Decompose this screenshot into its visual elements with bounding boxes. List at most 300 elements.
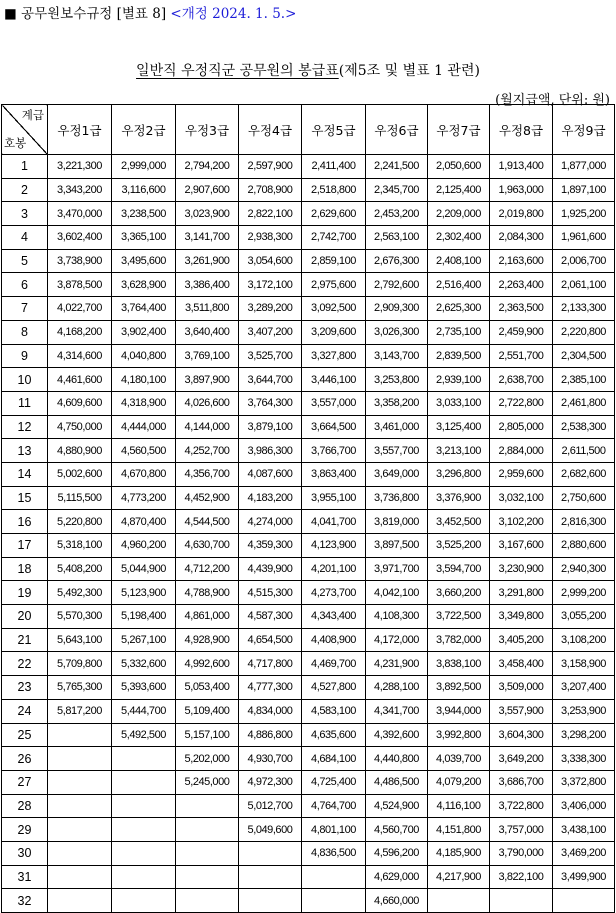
salary-table	[1, 104, 615, 913]
salary-cell: 3,406,000	[553, 794, 615, 818]
salary-cell	[302, 889, 366, 913]
salary-cell	[48, 770, 112, 794]
salary-cell: 3,032,100	[490, 486, 553, 510]
salary-cell: 5,393,600	[112, 676, 176, 700]
salary-cell: 2,133,300	[553, 297, 615, 321]
salary-cell: 4,087,600	[239, 462, 302, 486]
table-row	[2, 605, 615, 629]
salary-cell: 2,050,600	[428, 155, 490, 179]
salary-cell: 4,712,200	[176, 557, 239, 581]
table-row	[2, 462, 615, 486]
salary-cell: 3,289,200	[239, 297, 302, 321]
salary-cell: 2,708,900	[239, 178, 302, 202]
salary-cell	[48, 865, 112, 889]
salary-cell: 3,511,800	[176, 297, 239, 321]
salary-cell: 3,594,700	[428, 557, 490, 581]
salary-cell: 3,557,700	[366, 439, 428, 463]
table-row	[2, 391, 615, 415]
table-body	[2, 155, 615, 913]
salary-cell	[428, 889, 490, 913]
salary-cell: 5,492,300	[48, 581, 112, 605]
salary-cell: 4,660,000	[366, 889, 428, 913]
salary-cell: 2,516,400	[428, 273, 490, 297]
salary-cell: 2,909,300	[366, 297, 428, 321]
salary-cell: 3,349,800	[490, 605, 553, 629]
column-header: 우정1급	[48, 105, 112, 155]
salary-cell: 3,664,500	[302, 415, 366, 439]
salary-cell: 5,709,800	[48, 652, 112, 676]
salary-cell	[176, 889, 239, 913]
salary-cell: 2,125,400	[428, 178, 490, 202]
salary-cell: 3,686,700	[490, 770, 553, 794]
document-header	[4, 2, 296, 22]
salary-cell: 4,750,000	[48, 415, 112, 439]
salary-cell: 4,439,900	[239, 557, 302, 581]
salary-cell: 2,304,500	[553, 344, 615, 368]
salary-cell: 3,298,200	[553, 723, 615, 747]
salary-cell: 2,220,800	[553, 320, 615, 344]
salary-cell	[112, 747, 176, 771]
salary-cell: 5,220,800	[48, 510, 112, 534]
salary-cell: 2,794,200	[176, 155, 239, 179]
regulation-ref: ■ 공무원보수규정 [별표 8]	[4, 6, 171, 22]
step-cell: 24	[2, 699, 48, 723]
salary-cell: 3,261,900	[176, 249, 239, 273]
salary-cell: 2,551,700	[490, 344, 553, 368]
salary-cell: 3,253,800	[366, 368, 428, 392]
salary-cell: 4,654,500	[239, 628, 302, 652]
salary-cell: 3,108,200	[553, 628, 615, 652]
table-row	[2, 178, 615, 202]
salary-cell: 3,897,500	[366, 534, 428, 558]
salary-cell	[112, 865, 176, 889]
table-row	[2, 320, 615, 344]
salary-cell: 4,041,700	[302, 510, 366, 534]
salary-cell: 2,629,600	[302, 202, 366, 226]
column-header: 우정7급	[428, 105, 490, 155]
salary-cell: 5,570,300	[48, 605, 112, 629]
step-cell: 8	[2, 320, 48, 344]
step-cell: 30	[2, 841, 48, 865]
salary-cell: 3,343,200	[48, 178, 112, 202]
table-row	[2, 226, 615, 250]
salary-cell: 4,288,100	[366, 676, 428, 700]
salary-cell: 1,961,600	[553, 226, 615, 250]
salary-cell: 4,314,600	[48, 344, 112, 368]
step-cell: 15	[2, 486, 48, 510]
salary-cell: 4,151,800	[428, 818, 490, 842]
salary-cell	[176, 865, 239, 889]
salary-cell: 4,461,600	[48, 368, 112, 392]
page-title-suffix: (제5조 및 별표 1 관련)	[338, 63, 480, 79]
salary-cell: 4,039,700	[428, 747, 490, 771]
step-cell: 22	[2, 652, 48, 676]
salary-cell: 3,722,800	[490, 794, 553, 818]
salary-cell	[48, 723, 112, 747]
step-cell: 29	[2, 818, 48, 842]
salary-cell: 4,273,700	[302, 581, 366, 605]
salary-cell: 4,972,300	[239, 770, 302, 794]
salary-cell: 5,109,400	[176, 699, 239, 723]
salary-cell: 4,609,600	[48, 391, 112, 415]
salary-cell: 2,019,800	[490, 202, 553, 226]
step-cell: 10	[2, 368, 48, 392]
salary-cell: 3,557,000	[302, 391, 366, 415]
table-row	[2, 415, 615, 439]
salary-cell: 3,372,800	[553, 770, 615, 794]
salary-cell: 2,006,700	[553, 249, 615, 273]
salary-cell	[239, 889, 302, 913]
table-row	[2, 510, 615, 534]
salary-cell: 3,358,200	[366, 391, 428, 415]
salary-cell: 4,392,600	[366, 723, 428, 747]
salary-cell: 3,640,400	[176, 320, 239, 344]
step-cell: 1	[2, 155, 48, 179]
salary-cell: 4,185,900	[428, 841, 490, 865]
salary-cell: 2,839,500	[428, 344, 490, 368]
salary-cell: 5,267,100	[112, 628, 176, 652]
salary-cell: 2,363,500	[490, 297, 553, 321]
step-cell: 32	[2, 889, 48, 913]
table-row	[2, 628, 615, 652]
salary-cell: 3,782,000	[428, 628, 490, 652]
salary-cell: 4,252,700	[176, 439, 239, 463]
salary-cell: 3,327,800	[302, 344, 366, 368]
salary-cell: 2,241,500	[366, 155, 428, 179]
salary-cell: 2,408,100	[428, 249, 490, 273]
salary-cell: 3,167,600	[490, 534, 553, 558]
salary-cell: 4,168,200	[48, 320, 112, 344]
salary-cell: 3,955,100	[302, 486, 366, 510]
step-cell: 25	[2, 723, 48, 747]
salary-cell: 4,764,700	[302, 794, 366, 818]
salary-cell: 3,557,900	[490, 699, 553, 723]
salary-cell: 1,877,000	[553, 155, 615, 179]
salary-cell: 4,880,900	[48, 439, 112, 463]
salary-cell: 4,040,800	[112, 344, 176, 368]
salary-cell: 4,930,700	[239, 747, 302, 771]
salary-cell: 3,628,900	[112, 273, 176, 297]
salary-cell: 2,411,400	[302, 155, 366, 179]
salary-cell: 2,722,800	[490, 391, 553, 415]
salary-cell: 4,123,900	[302, 534, 366, 558]
salary-cell: 5,123,900	[112, 581, 176, 605]
unit-note: (월지급액, 단위: 원)	[495, 93, 610, 108]
step-cell: 9	[2, 344, 48, 368]
salary-cell: 2,735,100	[428, 320, 490, 344]
table-row	[2, 202, 615, 226]
salary-cell: 5,157,100	[176, 723, 239, 747]
salary-cell: 4,870,400	[112, 510, 176, 534]
salary-cell	[176, 841, 239, 865]
salary-cell: 2,822,100	[239, 202, 302, 226]
salary-cell: 2,345,700	[366, 178, 428, 202]
salary-cell: 3,644,700	[239, 368, 302, 392]
salary-cell: 2,611,500	[553, 439, 615, 463]
salary-cell: 4,960,200	[112, 534, 176, 558]
salary-cell: 3,660,200	[428, 581, 490, 605]
salary-cell: 3,023,900	[176, 202, 239, 226]
step-cell: 23	[2, 676, 48, 700]
salary-cell: 3,365,100	[112, 226, 176, 250]
amendment-link[interactable]: <개정 2024. 1. 5.>	[170, 6, 297, 22]
step-cell: 18	[2, 557, 48, 581]
salary-cell: 2,453,200	[366, 202, 428, 226]
salary-cell: 3,944,000	[428, 699, 490, 723]
salary-cell: 3,405,200	[490, 628, 553, 652]
salary-cell: 4,180,100	[112, 368, 176, 392]
table-row	[2, 676, 615, 700]
salary-cell: 3,376,900	[428, 486, 490, 510]
salary-cell: 3,902,400	[112, 320, 176, 344]
salary-cell: 3,238,500	[112, 202, 176, 226]
salary-cell: 5,053,400	[176, 676, 239, 700]
salary-cell: 4,544,500	[176, 510, 239, 534]
salary-cell: 2,084,300	[490, 226, 553, 250]
table-row	[2, 747, 615, 771]
salary-cell: 3,892,500	[428, 676, 490, 700]
salary-cell: 4,773,200	[112, 486, 176, 510]
salary-cell: 1,963,000	[490, 178, 553, 202]
column-header: 우정9급	[553, 105, 615, 155]
salary-cell: 1,925,200	[553, 202, 615, 226]
salary-cell: 4,560,700	[366, 818, 428, 842]
salary-cell: 3,649,000	[366, 462, 428, 486]
step-cell: 27	[2, 770, 48, 794]
salary-cell: 4,801,100	[302, 818, 366, 842]
salary-cell: 3,338,300	[553, 747, 615, 771]
salary-cell: 4,274,000	[239, 510, 302, 534]
salary-cell: 4,452,900	[176, 486, 239, 510]
salary-cell: 3,143,700	[366, 344, 428, 368]
salary-cell: 4,318,900	[112, 391, 176, 415]
salary-cell: 2,816,300	[553, 510, 615, 534]
salary-cell	[302, 865, 366, 889]
salary-cell: 2,792,600	[366, 273, 428, 297]
salary-cell	[239, 841, 302, 865]
salary-cell: 2,459,900	[490, 320, 553, 344]
salary-cell: 3,209,600	[302, 320, 366, 344]
salary-cell: 2,959,600	[490, 462, 553, 486]
salary-cell: 3,230,900	[490, 557, 553, 581]
salary-cell	[48, 794, 112, 818]
salary-cell: 2,884,000	[490, 439, 553, 463]
salary-cell: 3,986,300	[239, 439, 302, 463]
step-cell: 7	[2, 297, 48, 321]
salary-cell: 4,928,900	[176, 628, 239, 652]
step-cell: 12	[2, 415, 48, 439]
salary-cell: 4,630,700	[176, 534, 239, 558]
salary-cell: 3,649,200	[490, 747, 553, 771]
salary-cell: 3,790,000	[490, 841, 553, 865]
table-row	[2, 297, 615, 321]
salary-cell: 5,492,500	[112, 723, 176, 747]
salary-cell: 4,861,000	[176, 605, 239, 629]
salary-cell: 5,115,500	[48, 486, 112, 510]
salary-cell: 4,079,200	[428, 770, 490, 794]
salary-cell: 2,302,400	[428, 226, 490, 250]
salary-cell: 2,750,600	[553, 486, 615, 510]
salary-cell: 5,408,200	[48, 557, 112, 581]
salary-cell: 3,764,300	[239, 391, 302, 415]
salary-cell: 3,092,500	[302, 297, 366, 321]
salary-cell: 4,515,300	[239, 581, 302, 605]
salary-cell: 5,002,600	[48, 462, 112, 486]
salary-cell: 4,587,300	[239, 605, 302, 629]
salary-cell: 3,971,700	[366, 557, 428, 581]
column-header: 우정3급	[176, 105, 239, 155]
salary-cell: 3,470,000	[48, 202, 112, 226]
salary-cell: 2,163,600	[490, 249, 553, 273]
step-cell: 31	[2, 865, 48, 889]
salary-cell: 2,907,600	[176, 178, 239, 202]
salary-cell: 3,172,100	[239, 273, 302, 297]
salary-cell: 3,863,400	[302, 462, 366, 486]
step-cell: 17	[2, 534, 48, 558]
salary-cell: 3,116,600	[112, 178, 176, 202]
salary-cell: 5,318,100	[48, 534, 112, 558]
salary-cell	[553, 889, 615, 913]
salary-cell: 3,253,900	[553, 699, 615, 723]
salary-cell: 3,102,200	[490, 510, 553, 534]
salary-cell: 4,172,000	[366, 628, 428, 652]
salary-cell: 1,897,100	[553, 178, 615, 202]
salary-cell: 3,469,200	[553, 841, 615, 865]
salary-cell: 2,682,600	[553, 462, 615, 486]
step-cell: 21	[2, 628, 48, 652]
salary-cell: 3,764,400	[112, 297, 176, 321]
salary-cell: 4,886,800	[239, 723, 302, 747]
salary-cell: 3,525,200	[428, 534, 490, 558]
salary-cell: 4,629,000	[366, 865, 428, 889]
salary-cell: 5,198,400	[112, 605, 176, 629]
salary-cell: 3,897,900	[176, 368, 239, 392]
table-row	[2, 439, 615, 463]
salary-cell: 2,385,100	[553, 368, 615, 392]
column-header: 우정2급	[112, 105, 176, 155]
salary-cell: 3,879,100	[239, 415, 302, 439]
table-row	[2, 557, 615, 581]
salary-cell: 5,643,100	[48, 628, 112, 652]
salary-cell: 2,563,100	[366, 226, 428, 250]
salary-cell: 2,461,800	[553, 391, 615, 415]
salary-cell: 2,975,600	[302, 273, 366, 297]
step-cell: 14	[2, 462, 48, 486]
corner-header	[2, 105, 48, 155]
table-row	[2, 794, 615, 818]
salary-cell: 4,042,100	[366, 581, 428, 605]
salary-cell: 3,766,700	[302, 439, 366, 463]
salary-cell: 3,757,000	[490, 818, 553, 842]
table-row	[2, 273, 615, 297]
step-cell: 6	[2, 273, 48, 297]
salary-cell: 3,509,000	[490, 676, 553, 700]
salary-cell: 4,527,800	[302, 676, 366, 700]
salary-cell: 4,684,100	[302, 747, 366, 771]
salary-cell: 3,838,100	[428, 652, 490, 676]
salary-cell: 3,296,800	[428, 462, 490, 486]
salary-cell: 2,999,200	[553, 581, 615, 605]
salary-cell: 5,765,300	[48, 676, 112, 700]
salary-cell: 4,201,100	[302, 557, 366, 581]
salary-cell: 4,183,200	[239, 486, 302, 510]
salary-cell: 5,049,600	[239, 818, 302, 842]
salary-cell: 5,202,000	[176, 747, 239, 771]
salary-cell: 4,834,000	[239, 699, 302, 723]
salary-cell: 2,999,000	[112, 155, 176, 179]
page-title-main: 일반직 우정직군 공무원의 봉급표	[136, 63, 339, 79]
salary-cell: 4,635,600	[302, 723, 366, 747]
salary-cell	[490, 889, 553, 913]
salary-cell: 3,495,600	[112, 249, 176, 273]
salary-cell: 3,769,100	[176, 344, 239, 368]
table-row	[2, 770, 615, 794]
salary-cell	[239, 865, 302, 889]
salary-cell: 2,638,700	[490, 368, 553, 392]
salary-cell: 3,438,100	[553, 818, 615, 842]
salary-cell: 3,386,400	[176, 273, 239, 297]
salary-cell: 3,125,400	[428, 415, 490, 439]
salary-cell: 4,524,900	[366, 794, 428, 818]
salary-cell: 3,213,100	[428, 439, 490, 463]
salary-cell: 3,878,500	[48, 273, 112, 297]
salary-cell: 3,722,500	[428, 605, 490, 629]
salary-cell: 4,359,300	[239, 534, 302, 558]
table-header-row	[2, 105, 615, 155]
salary-cell: 2,263,400	[490, 273, 553, 297]
salary-cell: 4,116,100	[428, 794, 490, 818]
salary-cell: 4,788,900	[176, 581, 239, 605]
salary-cell: 2,742,700	[302, 226, 366, 250]
salary-cell: 4,440,800	[366, 747, 428, 771]
salary-cell: 4,836,500	[302, 841, 366, 865]
salary-cell: 2,625,300	[428, 297, 490, 321]
step-cell: 4	[2, 226, 48, 250]
salary-cell: 4,343,400	[302, 605, 366, 629]
salary-cell: 4,992,600	[176, 652, 239, 676]
table-row	[2, 581, 615, 605]
salary-cell: 1,913,400	[490, 155, 553, 179]
salary-cell: 3,446,100	[302, 368, 366, 392]
column-header: 우정4급	[239, 105, 302, 155]
salary-cell: 3,461,000	[366, 415, 428, 439]
salary-cell: 4,356,700	[176, 462, 239, 486]
salary-cell: 3,738,900	[48, 249, 112, 273]
salary-cell: 4,144,000	[176, 415, 239, 439]
table-row	[2, 534, 615, 558]
salary-cell: 3,026,300	[366, 320, 428, 344]
salary-cell: 2,805,000	[490, 415, 553, 439]
salary-cell: 4,777,300	[239, 676, 302, 700]
table-row	[2, 723, 615, 747]
step-cell: 16	[2, 510, 48, 534]
salary-cell: 5,245,000	[176, 770, 239, 794]
salary-cell: 3,992,800	[428, 723, 490, 747]
salary-cell: 4,026,600	[176, 391, 239, 415]
salary-cell: 3,291,800	[490, 581, 553, 605]
salary-cell: 4,341,700	[366, 699, 428, 723]
table-row	[2, 486, 615, 510]
salary-cell: 4,217,900	[428, 865, 490, 889]
corner-grade-label: 계급	[21, 108, 44, 122]
salary-cell: 4,670,800	[112, 462, 176, 486]
step-cell: 26	[2, 747, 48, 771]
table-row	[2, 841, 615, 865]
table-row	[2, 652, 615, 676]
salary-cell: 4,717,800	[239, 652, 302, 676]
step-cell: 19	[2, 581, 48, 605]
salary-cell: 2,061,100	[553, 273, 615, 297]
